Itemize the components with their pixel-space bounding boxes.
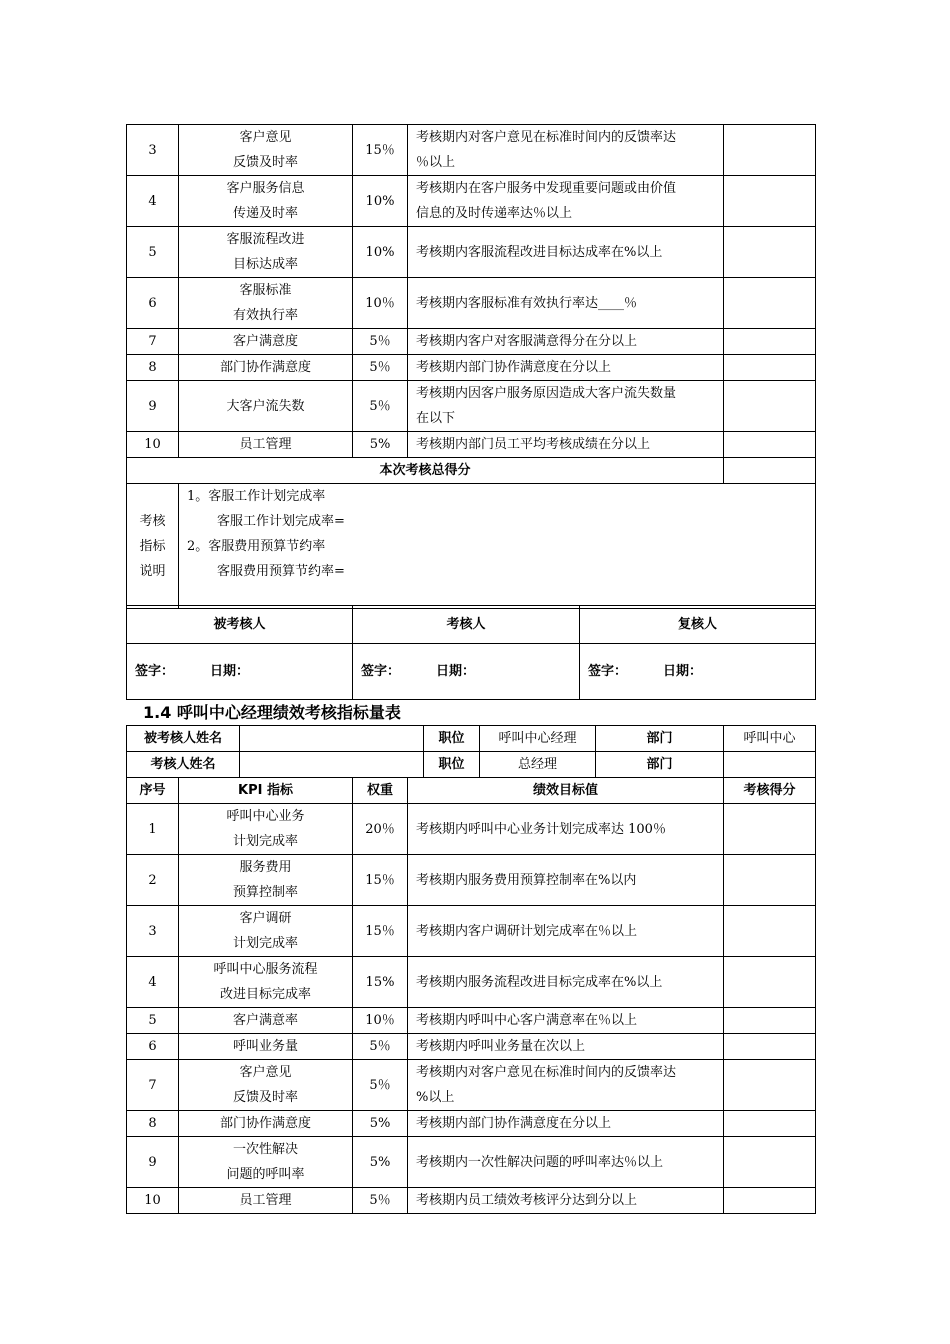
kpi-name: 呼叫中心服务流程 改进目标完成率 xyxy=(179,957,353,1008)
note-line: 1。客服工作计划完成率 xyxy=(187,489,326,504)
target-value: 考核期内员工绩效考核评分达到分以上 xyxy=(408,1188,724,1214)
score-cell[interactable] xyxy=(724,1008,816,1034)
note-line: 客服工作计划完成率= xyxy=(217,514,345,529)
signature-field-assessor[interactable]: 签字： 日期： xyxy=(353,644,580,700)
table-row xyxy=(127,804,816,855)
weight: 10% xyxy=(353,227,408,278)
kpi-name: 部门协作满意度 xyxy=(179,1111,353,1137)
signer-header-row xyxy=(127,606,816,644)
signature-field-reviewer[interactable]: 签字： 日期： xyxy=(580,644,816,700)
target-value: 考核期内部门员工平均考核成绩在分以上 xyxy=(408,432,724,458)
row-number: 1 xyxy=(127,804,179,855)
table-row xyxy=(127,329,816,355)
kpi-name: 呼叫业务量 xyxy=(179,1034,353,1060)
kpi-name: 一次性解决 问题的呼叫率 xyxy=(179,1137,353,1188)
header-no: 序号 xyxy=(127,778,179,804)
score-cell[interactable] xyxy=(724,227,816,278)
table-row xyxy=(127,1188,816,1214)
notes-row xyxy=(127,484,816,609)
signer-reviewer: 复核人 xyxy=(580,606,816,644)
kpi-name: 客服流程改进 目标达成率 xyxy=(179,227,353,278)
notes-content xyxy=(179,484,816,609)
note-line: 客服费用预算节约率= xyxy=(217,564,345,579)
target-value: 考核期内部门协作满意度在分以上 xyxy=(408,1111,724,1137)
header-row xyxy=(127,778,816,804)
score-cell[interactable] xyxy=(724,957,816,1008)
row-number: 3 xyxy=(127,906,179,957)
target-value: 考核期内客服流程改进目标达成率在%以上 xyxy=(408,227,724,278)
assessor-name-field[interactable] xyxy=(240,752,424,778)
target-value: 考核期内呼叫业务量在次以上 xyxy=(408,1034,724,1060)
score-cell[interactable] xyxy=(724,176,816,227)
kpi-name: 客户调研 计划完成率 xyxy=(179,906,353,957)
weight: 5％ xyxy=(353,1034,408,1060)
assessor-position: 总经理 xyxy=(480,752,596,778)
kpi-name: 服务费用 预算控制率 xyxy=(179,855,353,906)
dept-label: 部门 xyxy=(596,752,724,778)
kpi-name: 大客户流失数 xyxy=(179,381,353,432)
row-number: 8 xyxy=(127,1111,179,1137)
kpi-name: 客户满意率 xyxy=(179,1008,353,1034)
target-value: 考核期内客户对客服满意得分在分以上 xyxy=(408,329,724,355)
score-cell[interactable] xyxy=(724,278,816,329)
call-center-kpi-table xyxy=(126,725,816,778)
weight: 10％ xyxy=(353,1008,408,1034)
score-cell[interactable] xyxy=(724,432,816,458)
score-cell[interactable] xyxy=(724,1060,816,1111)
table-row xyxy=(127,278,816,329)
row-number: 6 xyxy=(127,1034,179,1060)
weight: 5% xyxy=(353,1111,408,1137)
score-cell[interactable] xyxy=(724,1111,816,1137)
row-number: 5 xyxy=(127,227,179,278)
kpi-name: 客户意见 反馈及时率 xyxy=(179,125,353,176)
row-number: 4 xyxy=(127,176,179,227)
table-row xyxy=(127,176,816,227)
table-row xyxy=(127,432,816,458)
kpi-name: 客服标准 有效执行率 xyxy=(179,278,353,329)
target-value: 考核期内服务流程改进目标完成率在%以上 xyxy=(408,957,724,1008)
weight: 5% xyxy=(353,1137,408,1188)
table-row xyxy=(127,1137,816,1188)
weight: 5％ xyxy=(353,1188,408,1214)
target-value: 考核期内一次性解决问题的呼叫率达％以上 xyxy=(408,1137,724,1188)
table-row xyxy=(127,125,816,176)
notes-label: 考核 指标 说明 xyxy=(127,484,179,609)
assessee-dept: 呼叫中心 xyxy=(724,726,816,752)
row-number: 3 xyxy=(127,125,179,176)
total-score-row xyxy=(127,458,816,484)
weight: 10％ xyxy=(353,278,408,329)
signer-assessor: 考核人 xyxy=(353,606,580,644)
table1-body xyxy=(127,125,816,609)
score-cell[interactable] xyxy=(724,381,816,432)
signature-table xyxy=(126,605,816,700)
weight: 5% xyxy=(353,432,408,458)
score-cell[interactable] xyxy=(724,804,816,855)
target-value: 考核期内在客户服务中发现重要问题或由价值 信息的及时传递率达％以上 xyxy=(408,176,724,227)
target-value: 考核期内呼叫中心业务计划完成率达 100％ xyxy=(408,804,724,855)
weight: 5％ xyxy=(353,1060,408,1111)
row-number: 10 xyxy=(127,432,179,458)
score-cell[interactable] xyxy=(724,329,816,355)
signer-assessee: 被考核人 xyxy=(127,606,353,644)
kpi-name: 客户满意度 xyxy=(179,329,353,355)
weight: 10% xyxy=(353,176,408,227)
total-score-label: 本次考核总得分 xyxy=(127,458,724,484)
weight: 15％ xyxy=(353,855,408,906)
score-cell[interactable] xyxy=(724,906,816,957)
row-number: 7 xyxy=(127,329,179,355)
row-number: 2 xyxy=(127,855,179,906)
weight: 15% xyxy=(353,957,408,1008)
table-row xyxy=(127,355,816,381)
header-score: 考核得分 xyxy=(724,778,816,804)
row-number: 6 xyxy=(127,278,179,329)
row-number: 4 xyxy=(127,957,179,1008)
table-row xyxy=(127,381,816,432)
score-cell[interactable] xyxy=(724,355,816,381)
table-row xyxy=(127,1008,816,1034)
assessor-name-label: 考核人姓名 xyxy=(127,752,240,778)
weight: 5％ xyxy=(353,329,408,355)
table-row xyxy=(127,1111,816,1137)
assessee-name-field[interactable] xyxy=(240,726,424,752)
target-value: 考核期内对客户意见在标准时间内的反馈率达 ％以上 xyxy=(408,125,724,176)
assessee-row xyxy=(127,726,816,752)
target-value: 考核期内客户调研计划完成率在％以上 xyxy=(408,906,724,957)
row-number: 10 xyxy=(127,1188,179,1214)
weight: 15％ xyxy=(353,125,408,176)
score-cell[interactable] xyxy=(724,1034,816,1060)
total-score-cell[interactable] xyxy=(724,458,816,484)
position-label: 职位 xyxy=(424,752,480,778)
kpi-name: 客户意见 反馈及时率 xyxy=(179,1060,353,1111)
assessor-row xyxy=(127,752,816,778)
target-value: 考核期内服务费用预算控制率在%以内 xyxy=(408,855,724,906)
call-center-kpi-rows xyxy=(126,777,816,1214)
score-cell[interactable] xyxy=(724,1188,816,1214)
kpi-name: 客户服务信息 传递及时率 xyxy=(179,176,353,227)
score-cell[interactable] xyxy=(724,855,816,906)
weight: 5％ xyxy=(353,355,408,381)
table-row xyxy=(127,957,816,1008)
dept-label: 部门 xyxy=(596,726,724,752)
target-value: 考核期内客服标准有效执行率达____％ xyxy=(408,278,724,329)
signature-field-assessee[interactable]: 签字： 日期： xyxy=(127,644,353,700)
assessee-name-label: 被考核人姓名 xyxy=(127,726,240,752)
position-label: 职位 xyxy=(424,726,480,752)
kpi-table-continued xyxy=(126,124,816,609)
target-value: 考核期内因客户服务原因造成大客户流失数量 在以下 xyxy=(408,381,724,432)
score-cell[interactable] xyxy=(724,1137,816,1188)
target-value: 考核期内对客户意见在标准时间内的反馈率达 %以上 xyxy=(408,1060,724,1111)
table-row xyxy=(127,855,816,906)
kpi-name: 呼叫中心业务 计划完成率 xyxy=(179,804,353,855)
header-target: 绩效目标值 xyxy=(408,778,724,804)
assessor-dept-field[interactable] xyxy=(724,752,816,778)
table-row xyxy=(127,227,816,278)
row-number: 9 xyxy=(127,381,179,432)
score-cell[interactable] xyxy=(724,125,816,176)
note-line: 2。客服费用预算节约率 xyxy=(187,539,326,554)
row-number: 8 xyxy=(127,355,179,381)
weight: 5％ xyxy=(353,381,408,432)
header-weight: 权重 xyxy=(353,778,408,804)
kpi-name: 员工管理 xyxy=(179,432,353,458)
row-number: 5 xyxy=(127,1008,179,1034)
row-number: 7 xyxy=(127,1060,179,1111)
kpi-name: 员工管理 xyxy=(179,1188,353,1214)
weight: 20％ xyxy=(353,804,408,855)
header-kpi: KPI 指标 xyxy=(179,778,353,804)
table-row xyxy=(127,1034,816,1060)
signature-row xyxy=(127,644,816,700)
row-number: 9 xyxy=(127,1137,179,1188)
weight: 15％ xyxy=(353,906,408,957)
section-heading: 1.4 呼叫中心经理绩效考核指标量表 xyxy=(143,703,401,722)
target-value: 考核期内部门协作满意度在分以上 xyxy=(408,355,724,381)
target-value: 考核期内呼叫中心客户满意率在％以上 xyxy=(408,1008,724,1034)
table-row xyxy=(127,1060,816,1111)
kpi-name: 部门协作满意度 xyxy=(179,355,353,381)
table-row xyxy=(127,906,816,957)
assessee-position: 呼叫中心经理 xyxy=(480,726,596,752)
